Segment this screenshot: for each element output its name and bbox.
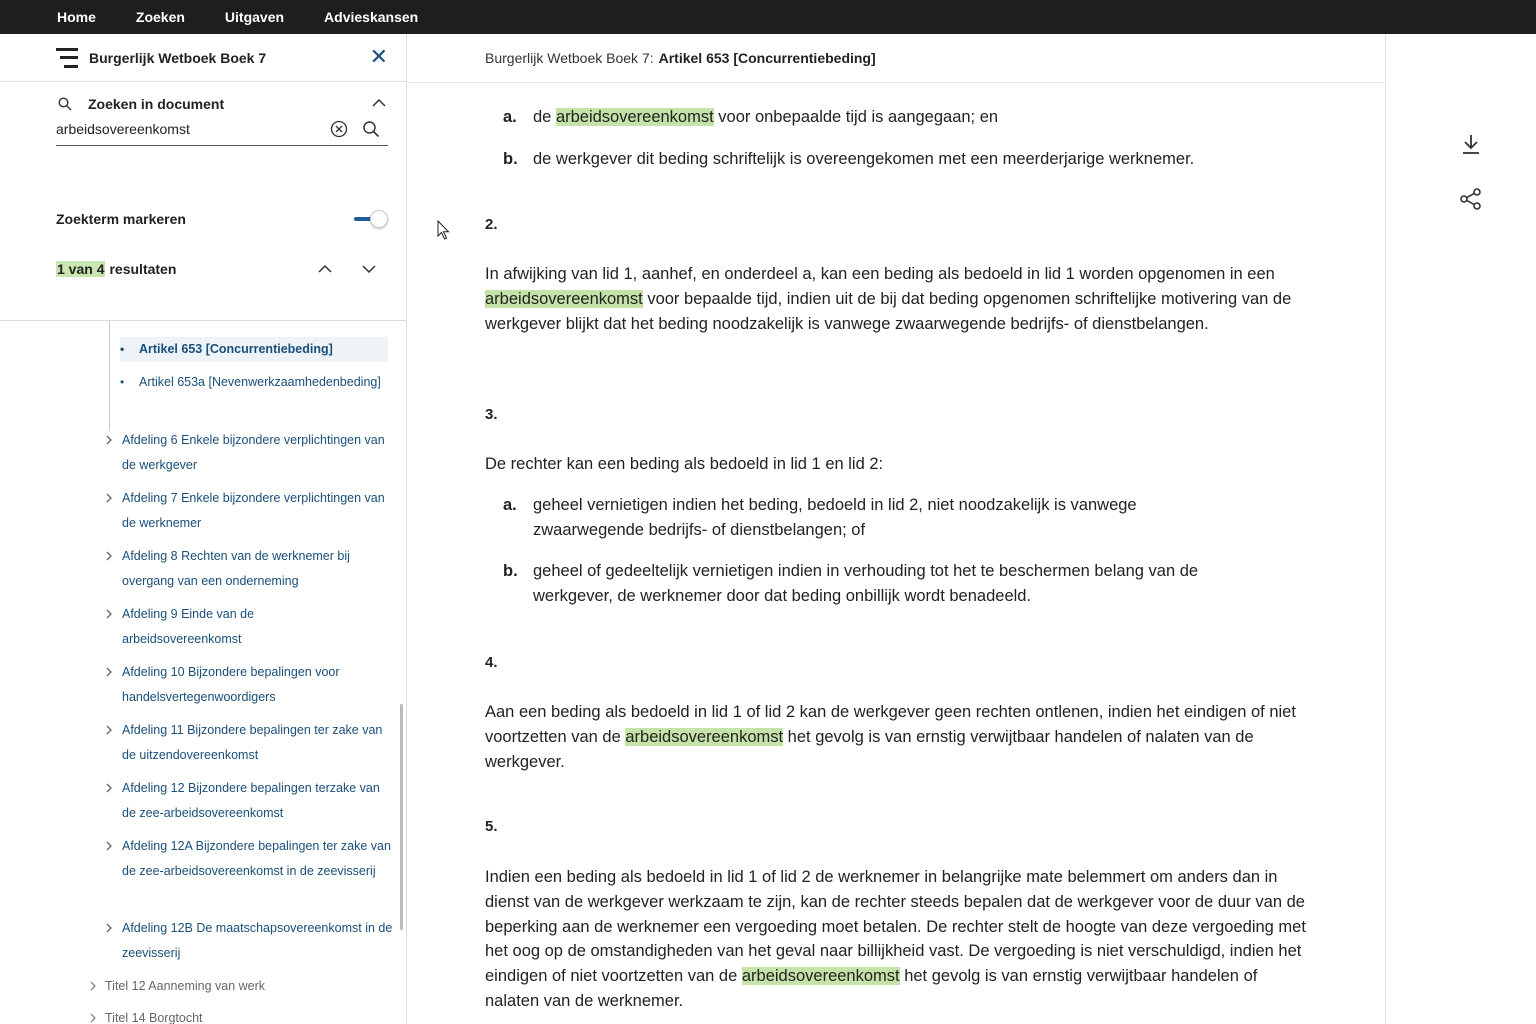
sidebar-header bbox=[0, 34, 406, 82]
chevron-right-icon bbox=[104, 841, 114, 851]
chevron-right-icon bbox=[104, 725, 114, 735]
chevron-right-icon bbox=[104, 923, 114, 933]
toc-title-label: Titel 12 Aanneming van werk bbox=[105, 979, 266, 993]
search-highlight: arbeidsovereenkomst bbox=[741, 967, 900, 986]
document-panel: Burgerlijk Wetboek Boek 7: Artikel 653 [Concurrentiebeding] a. de arbeidsovereenkomst voor onbepaalde tijd is aangegaan; en b. de werkgever dit beding schriftelijk is overeengekomen met een meerderjarige werknemer. 2. In afwijking van lid 1, aanhef, en onderdeel a, kan een beding als bedoeld in lid 1 worden opgenomen in een arbeidsovereenkomst voor bepaalde tijd, indien uit de bij dat beding opgenomen schriftelijke motivering van de werkgever blijkt dat het beding noodzakelijk is vanwege zwaarwegende bedrijfs- of dienstbelangen. 3. De rechter kan een beding als bedoeld in lid 1 en lid 2: a. geheel vernietigen indien het beding, bedoeld in lid 2, niet noodzakelijk is vanwege zwaarwegende bedrijfs- of dienstbelangen; of b. geheel of gedeeltelijk vernietigen indien in verhouding tot het te beschermen belang van de werkgever, de werknemer door dat beding onbillijk wordt benadeeld. 4. Aan een beding als bedoeld in lid 1 of lid 2 kan de werkgever geen rechten ontlenen, indien het eindigen of niet voortzetten van de arbeidsovereenkomst het gevolg is van ernstig verwijtbaar handelen of nalaten van de werkgever. 5. Indien een beding als bedoeld in lid 1 of lid 2 de werknemer in belangrijke mate belemmert om anders dan in dienst van de werkgever werkzaam te zijn, kan de rechter steeds bepalen dat de werkgever voor de duur van de beperking aan de werknemer een vergoeding moet betalen. De rechter stelt de hoogte van deze vergoeding met het oog op de omstandigheden van het geval naar billijkheid vast. De vergoeding is niet verschuldigd, indien het eindigen of niet voortzetten van de arbeidsovereenkomst het gevolg is van ernstig verwijtbaar handelen of nalaten van de werknemer. bbox=[408, 34, 1386, 1024]
toc-menu-icon[interactable] bbox=[56, 48, 78, 68]
toc-scrollbar[interactable] bbox=[400, 704, 403, 930]
top-nav bbox=[0, 0, 1536, 34]
toc-article-653a[interactable]: • Artikel 653a [Nevenwerkzaamhedenbeding] bbox=[120, 370, 388, 395]
toc-section-label: Afdeling 12B De maatschapsovereenkomst in de zeevisserij bbox=[122, 921, 393, 960]
breadcrumb-book[interactable]: Burgerlijk Wetboek Boek 7: bbox=[485, 50, 654, 66]
toc-article-label: Artikel 653a [Nevenwerkzaamhedenbeding] bbox=[139, 375, 381, 389]
results-count: 1 van 4 bbox=[57, 261, 105, 277]
toc-section-label: Afdeling 11 Bijzondere bepalingen ter zake van de uitzendovereenkomst bbox=[122, 723, 383, 762]
toc-section-afdeling-7[interactable] bbox=[104, 486, 394, 536]
chevron-up-icon[interactable] bbox=[372, 96, 386, 110]
paragraph-4: Aan een beding als bedoeld in lid 1 of lid 2 kan de werkgever geen rechten ontlenen, indien het eindigen of niet voortzetten van de arbeidsovereenkomst het gevolg is van ernstig verwijtbaar handelen of nalaten van de werkgever. bbox=[485, 703, 1296, 771]
results-row bbox=[56, 258, 388, 280]
breadcrumb bbox=[485, 50, 876, 66]
toc-section-label: Afdeling 9 Einde van de arbeidsovereenkomst bbox=[122, 607, 255, 646]
toc-section-afdeling-6[interactable] bbox=[104, 428, 394, 478]
chevron-right-icon bbox=[104, 435, 114, 445]
toc-article-653[interactable]: • Artikel 653 [Concurrentiebeding] bbox=[120, 337, 388, 362]
toc-section-afdeling-12b[interactable] bbox=[104, 916, 394, 966]
toc-section-afdeling-8[interactable] bbox=[104, 544, 394, 594]
search-section-label: Zoeken in document bbox=[88, 96, 225, 112]
nav-advieskansen[interactable]: Advieskansen bbox=[324, 9, 419, 25]
nav-uitgaven[interactable]: Uitgaven bbox=[224, 9, 285, 25]
list-item: a. geheel vernietigen indien het beding, bedoeld in lid 2, niet noodzakelijk is vanwege zwaarwegende bedrijfs- of dienstbelangen; of bbox=[503, 496, 1137, 539]
results-label: resultaten bbox=[109, 261, 177, 277]
nav-home[interactable]: Home bbox=[57, 9, 96, 25]
toc-section-afdeling-9[interactable] bbox=[104, 602, 324, 652]
toc-section-afdeling-11[interactable] bbox=[104, 718, 394, 768]
nav-zoeken[interactable]: Zoeken bbox=[135, 9, 185, 25]
toc-section-label: Afdeling 10 Bijzondere bepalingen voor handelsvertegenwoordigers bbox=[122, 665, 340, 704]
toc-title-label: Titel 14 Borgtocht bbox=[105, 1011, 203, 1024]
toc-section-afdeling-12a[interactable] bbox=[104, 834, 394, 884]
breadcrumb-divider bbox=[408, 82, 1385, 83]
chevron-right-icon bbox=[88, 1013, 98, 1023]
toc-title-14[interactable] bbox=[88, 1006, 388, 1024]
search-input[interactable] bbox=[56, 121, 316, 137]
close-icon[interactable]: ✕ bbox=[369, 44, 388, 69]
toc-section-label: Afdeling 8 Rechten van de werknemer bij overgang van een onderneming bbox=[122, 549, 350, 588]
sidebar bbox=[0, 34, 407, 1024]
search-highlight: arbeidsovereenkomst bbox=[625, 727, 784, 746]
download-icon[interactable] bbox=[1459, 132, 1483, 156]
next-result-icon[interactable] bbox=[362, 262, 376, 276]
toc-section-afdeling-12[interactable] bbox=[104, 776, 394, 826]
clear-search-icon[interactable] bbox=[330, 120, 348, 138]
list-item: b. de werkgever dit beding schriftelijk is overeengekomen met een meerderjarige werknemer. bbox=[503, 150, 1195, 168]
mark-search-term-toggle[interactable] bbox=[354, 210, 388, 228]
list-item: a. de arbeidsovereenkomst voor onbepaalde tijd is aangegaan; en bbox=[503, 108, 999, 126]
breadcrumb-article: Artikel 653 [Concurrentiebeding] bbox=[658, 50, 876, 66]
search-icon bbox=[58, 97, 72, 111]
toc-title-12[interactable] bbox=[88, 974, 388, 999]
sidebar-title: Burgerlijk Wetboek Boek 7 bbox=[89, 49, 267, 66]
search-highlight: arbeidsovereenkomst bbox=[555, 108, 714, 126]
toc-section-afdeling-10[interactable] bbox=[104, 660, 394, 710]
paragraph-5: Indien een beding als bedoeld in lid 1 of lid 2 de werknemer in belangrijke mate belemmert om anders dan in dienst van de werkgever werkzaam te zijn, kan de rechter steeds bepalen dat de werkgever voor de duur van de beperking aan de werknemer een vergoeding moet betalen. De rechter stelt de hoogte van deze vergoeding met het oog op de omstandigheden van het geval naar billijkheid vast. De vergoeding is niet verschuldigd, indien het eindigen of niet voortzetten van de arbeidsovereenkomst het gevolg is van ernstig verwijtbaar handelen of nalaten van de werknemer. bbox=[485, 868, 1306, 1010]
share-icon[interactable] bbox=[1459, 187, 1483, 211]
paragraph-2: In afwijking van lid 1, aanhef, en onderdeel a, kan een beding als bedoeld in lid 1 worden opgenomen in een arbeidsovereenkomst voor bepaalde tijd, indien uit de bij dat beding opgenomen schriftelijke motivering van de werkgever blijkt dat het beding noodzakelijk is vanwege zwaarwegende bedrijfs- of dienstbelangen. bbox=[485, 265, 1292, 333]
search-submit-icon[interactable] bbox=[362, 120, 380, 138]
chevron-right-icon bbox=[104, 783, 114, 793]
chevron-right-icon bbox=[104, 667, 114, 677]
chevron-right-icon bbox=[88, 981, 98, 991]
list-item: b. geheel of gedeeltelijk vernietigen indien in verhouding tot het te beschermen belang van de werkgever, de werknemer door dat beding onbillijk wordt benadeeld. bbox=[503, 562, 1199, 605]
toc-section-label: Afdeling 7 Enkele bijzondere verplichtingen van de werknemer bbox=[122, 491, 385, 530]
search-field bbox=[56, 112, 388, 146]
paragraph-3: De rechter kan een beding als bedoeld in lid 1 en lid 2: bbox=[485, 455, 884, 473]
toc-section-label: Afdeling 12 Bijzondere bepalingen terzake van de zee-arbeidsovereenkomst bbox=[122, 781, 380, 820]
toc-section-label: Afdeling 12A Bijzondere bepalingen ter zake van de zee-arbeidsovereenkomst in de zeevisserij bbox=[122, 839, 391, 878]
toc-tree-line bbox=[109, 321, 110, 431]
toc-article-label: Artikel 653 [Concurrentiebeding] bbox=[139, 342, 333, 356]
toc-section-label: Afdeling 6 Enkele bijzondere verplichtingen van de werkgever bbox=[122, 433, 385, 472]
table-of-contents bbox=[0, 321, 406, 1024]
mark-search-term-label: Zoekterm markeren bbox=[56, 211, 186, 227]
chevron-right-icon bbox=[104, 493, 114, 503]
search-highlight: arbeidsovereenkomst bbox=[485, 289, 643, 308]
previous-result-icon[interactable] bbox=[318, 262, 332, 276]
mark-search-term-row bbox=[56, 208, 388, 230]
chevron-right-icon bbox=[104, 551, 114, 561]
chevron-right-icon bbox=[104, 609, 114, 619]
